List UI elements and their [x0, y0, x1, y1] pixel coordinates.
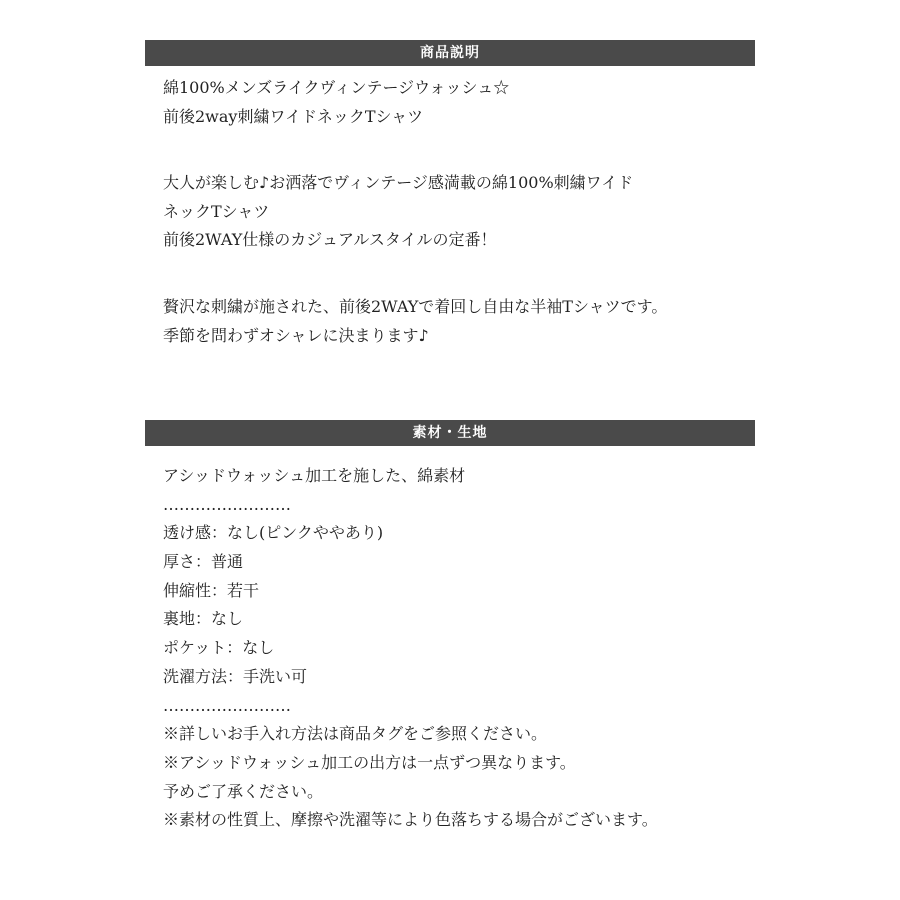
- spec-line: 透け感：なし(ピンクややあり): [163, 523, 384, 543]
- section-header-description: 商品説明: [145, 40, 755, 66]
- material-intro: アシッドウォッシュ加工を施した、綿素材: [163, 466, 466, 485]
- note-line: ※アシッドウォッシュ加工の出方は一点ずつ異なります。: [163, 752, 576, 772]
- blank-line: [163, 131, 753, 169]
- section-header-material: 素材・生地: [145, 420, 755, 446]
- spec-line: ポケット：なし: [163, 638, 275, 658]
- description-line: 前後2WAY仕様のカジュアルスタイルの定番！: [163, 230, 497, 250]
- blank-line: [163, 255, 753, 293]
- dotted-divider: ……………………: [163, 695, 291, 715]
- description-text: [163, 74, 753, 350]
- spec-line: 洗濯方法：手洗い可: [163, 666, 308, 686]
- description-line: 綿100%メンズライクヴィンテージウォッシュ☆: [163, 78, 510, 97]
- description-line: 季節を問わずオシャレに決まります♪: [163, 325, 429, 345]
- description-line: ネックTシャツ: [163, 201, 270, 221]
- spec-line: 厚さ：普通: [163, 552, 244, 572]
- spec-line: 伸縮性：若干: [163, 580, 260, 600]
- material-text: [163, 462, 753, 835]
- description-line: 大人が楽しむ♪お洒落でヴィンテージ感満載の綿100%刺繍ワイド: [163, 173, 634, 193]
- dotted-divider: ……………………: [163, 494, 291, 514]
- description-line: 贅沢な刺繍が施された、前後2WAYで着回し自由な半袖Tシャツです。: [163, 296, 668, 316]
- note-line: ※詳しいお手入れ方法は商品タグをご参照ください。: [163, 724, 548, 744]
- note-line: ※素材の性質上、摩擦や洗濯等により色落ちする場合がございます。: [163, 810, 658, 830]
- note-line: 予めご了承ください。: [163, 781, 324, 801]
- spec-line: 裏地：なし: [163, 609, 244, 629]
- description-line: 前後2way刺繍ワイドネックTシャツ: [163, 106, 424, 126]
